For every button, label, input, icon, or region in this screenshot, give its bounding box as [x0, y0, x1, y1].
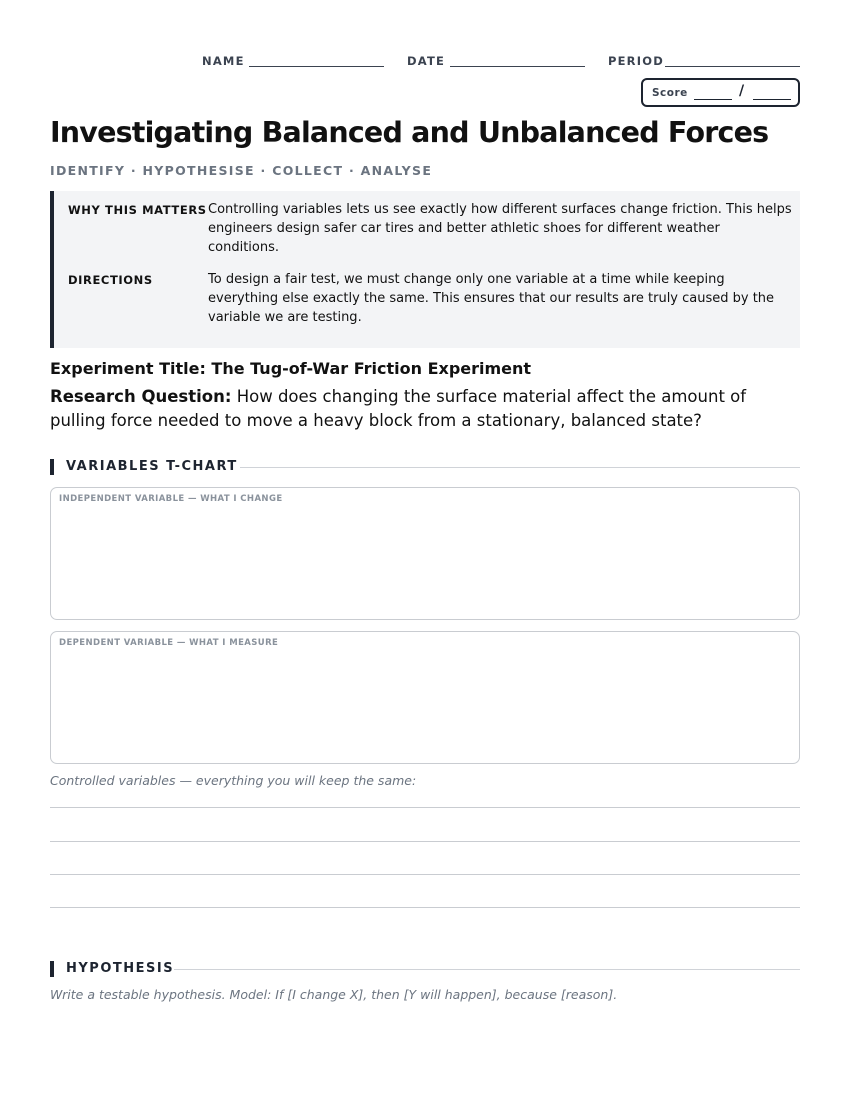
- name-label: NAME: [202, 54, 245, 68]
- date-field[interactable]: [450, 66, 585, 67]
- period-field[interactable]: [665, 66, 800, 67]
- score-separator: /: [739, 83, 745, 99]
- experiment-title: Experiment Title: The Tug-of-War Friction Experiment: [50, 359, 532, 378]
- score-box: [641, 78, 800, 107]
- controlled-variables-line[interactable]: [50, 841, 800, 842]
- independent-variable-label: INDEPENDENT VARIABLE — WHAT I CHANGE: [59, 494, 283, 504]
- hypothesis-section-title: HYPOTHESIS: [66, 961, 175, 976]
- section-divider: [174, 969, 800, 970]
- score-total-field[interactable]: [753, 99, 791, 100]
- name-field[interactable]: [249, 66, 384, 67]
- controlled-variables-prompt: Controlled variables — everything you will keep the same:: [50, 773, 417, 788]
- controlled-variables-line[interactable]: [50, 907, 800, 908]
- hypothesis-instruction: Write a testable hypothesis. Model: If [I change X], then [Y will happen], because [reason].: [50, 987, 618, 1002]
- research-question: [50, 385, 802, 433]
- variables-section-header: [50, 459, 800, 475]
- research-question-label: Research Question:: [50, 387, 232, 406]
- period-label: PERIOD: [608, 54, 664, 68]
- score-earned-field[interactable]: [694, 99, 732, 100]
- controlled-variables-line[interactable]: [50, 874, 800, 875]
- hypothesis-section-header: [50, 961, 800, 977]
- why-text: Controlling variables lets us see exactly how different surfaces change friction. This helps engineers design safer car tires and better athletic shoes for different weather conditions.: [208, 202, 792, 255]
- info-box: [50, 191, 800, 348]
- independent-variable-box[interactable]: [50, 487, 800, 620]
- research-question-text: How does changing the surface material affect the amount of pulling force needed to move a heavy block from a stationary, balanced state?: [50, 387, 747, 430]
- directions-text: To design a fair test, we must change only one variable at a time while keeping everything else exactly the same. This ensures that our results are truly caused by the variable we are testing.: [208, 272, 775, 325]
- page-title: Investigating Balanced and Unbalanced Forces: [50, 116, 769, 149]
- score-label: Score: [652, 87, 688, 99]
- controlled-variables-line[interactable]: [50, 807, 800, 808]
- dependent-variable-box[interactable]: [50, 631, 800, 764]
- dependent-variable-label: DEPENDENT VARIABLE — WHAT I MEASURE: [59, 638, 279, 648]
- variables-section-title: VARIABLES T-CHART: [66, 459, 238, 474]
- page-subtitle: IDENTIFY · HYPOTHESISE · COLLECT · ANALYSE: [50, 163, 433, 178]
- directions-label: DIRECTIONS: [68, 273, 153, 287]
- why-label: WHY THIS MATTERS: [68, 203, 207, 217]
- date-label: DATE: [407, 54, 446, 68]
- section-marker: [50, 459, 54, 475]
- section-divider: [240, 467, 800, 468]
- section-marker: [50, 961, 54, 977]
